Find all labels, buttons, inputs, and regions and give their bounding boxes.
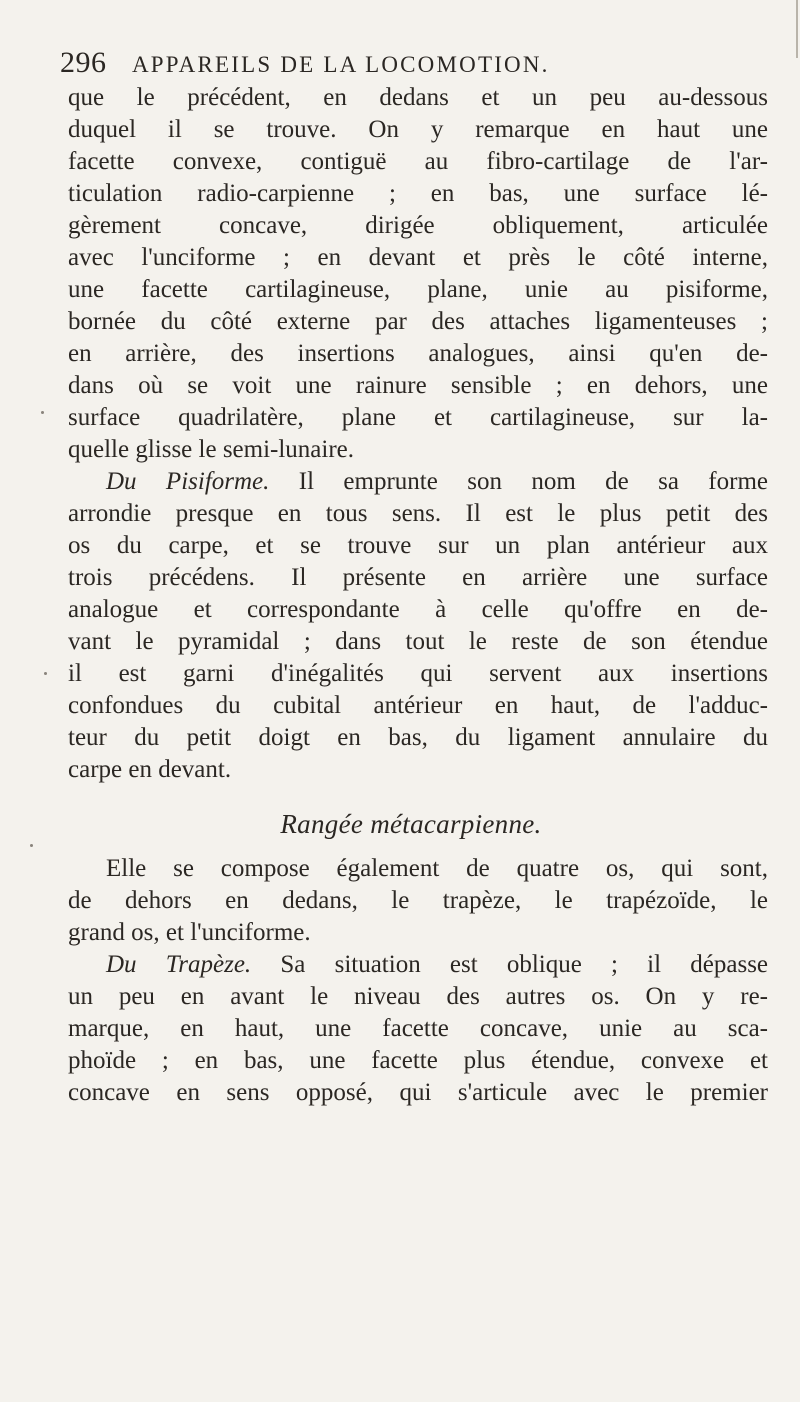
paragraph-trapeze (68, 949, 768, 1109)
text-line: que le précédent, en dedans et un peu au-dessous (68, 84, 768, 111)
text-run: Il emprunte son nom de sa forme (298, 468, 768, 495)
paragraph-pisiforme (68, 466, 768, 786)
text-line: quelle glisse le semi-lunaire. (68, 436, 355, 463)
bone-heading-pisiforme: Du Pisiforme. (106, 468, 270, 495)
text-line: marque, en haut, une facette concave, unie au sca- (68, 1015, 768, 1042)
text-line (68, 466, 768, 498)
text-line: facette convexe, contiguë au fibro-cartilage de l'ar- (68, 148, 768, 175)
text-line: dans où se voit une rainure sensible ; en dehors, une (68, 372, 768, 399)
text-line: en arrière, des insertions analogues, ainsi qu'en de- (68, 340, 768, 367)
text-line: confondues du cubital antérieur en haut, de l'adduc- (68, 692, 768, 719)
text-line: concave en sens opposé, qui s'articule avec le premier (68, 1079, 768, 1106)
text-line: arrondie presque en tous sens. Il est le plus petit des (68, 500, 768, 527)
text-line: teur du petit doigt en bas, du ligament annulaire du (68, 724, 768, 751)
text-line: duquel il se trouve. On y remarque en haut une (68, 116, 768, 143)
margin-speck (44, 672, 47, 675)
page-edge-line (796, 0, 798, 58)
text-run: Sa situation est oblique ; il dépasse (280, 951, 769, 978)
margin-speck (30, 844, 33, 847)
text-line: ticulation radio-carpienne ; en bas, une surface lé- (68, 180, 768, 207)
section-heading: Rangée métacarpienne. (280, 809, 542, 839)
text-line: grand os, et l'unciforme. (68, 919, 311, 946)
body-text (68, 82, 768, 1109)
text-line: avec l'unciforme ; en devant et près le côté interne, (68, 244, 768, 271)
text-line: un peu en avant le niveau des autres os. On y re- (68, 983, 768, 1010)
text-line (68, 949, 768, 981)
text-line: os du carpe, et se trouve sur un plan antérieur aux (68, 532, 768, 559)
bone-heading-trapeze: Du Trapèze. (106, 951, 252, 978)
text-line: surface quadrilatère, plane et cartilagineuse, sur la- (68, 404, 768, 431)
text-line: gèrement concave, dirigée obliquement, articulée (68, 212, 768, 239)
page-number: 296 (60, 46, 107, 79)
text-line: analogue et correspondante à celle qu'offre en de- (68, 596, 768, 623)
running-title: APPAREILS DE LA LOCOMOTION. (132, 52, 550, 77)
page-header (60, 46, 760, 86)
text-line: phoïde ; en bas, une facette plus étendue, convexe et (68, 1047, 768, 1074)
text-line: il est garni d'inégalités qui servent aux insertions (68, 660, 768, 687)
text-line: une facette cartilagineuse, plane, unie au pisiforme, (68, 276, 768, 303)
text-line: trois précédens. Il présente en arrière une surface (68, 564, 768, 591)
paragraph-1 (68, 82, 768, 466)
text-line: carpe en devant. (68, 756, 232, 783)
text-line: bornée du côté externe par des attaches ligamenteuses ; (68, 308, 768, 335)
text-line: de dehors en dedans, le trapèze, le trapézoïde, le (68, 887, 768, 914)
text-line: vant le pyramidal ; dans tout le reste de son étendue (68, 628, 768, 655)
text-line: Elle se compose également de quatre os, qui sont, (106, 855, 768, 882)
paragraph-rangee (68, 853, 768, 949)
margin-speck (41, 411, 44, 414)
